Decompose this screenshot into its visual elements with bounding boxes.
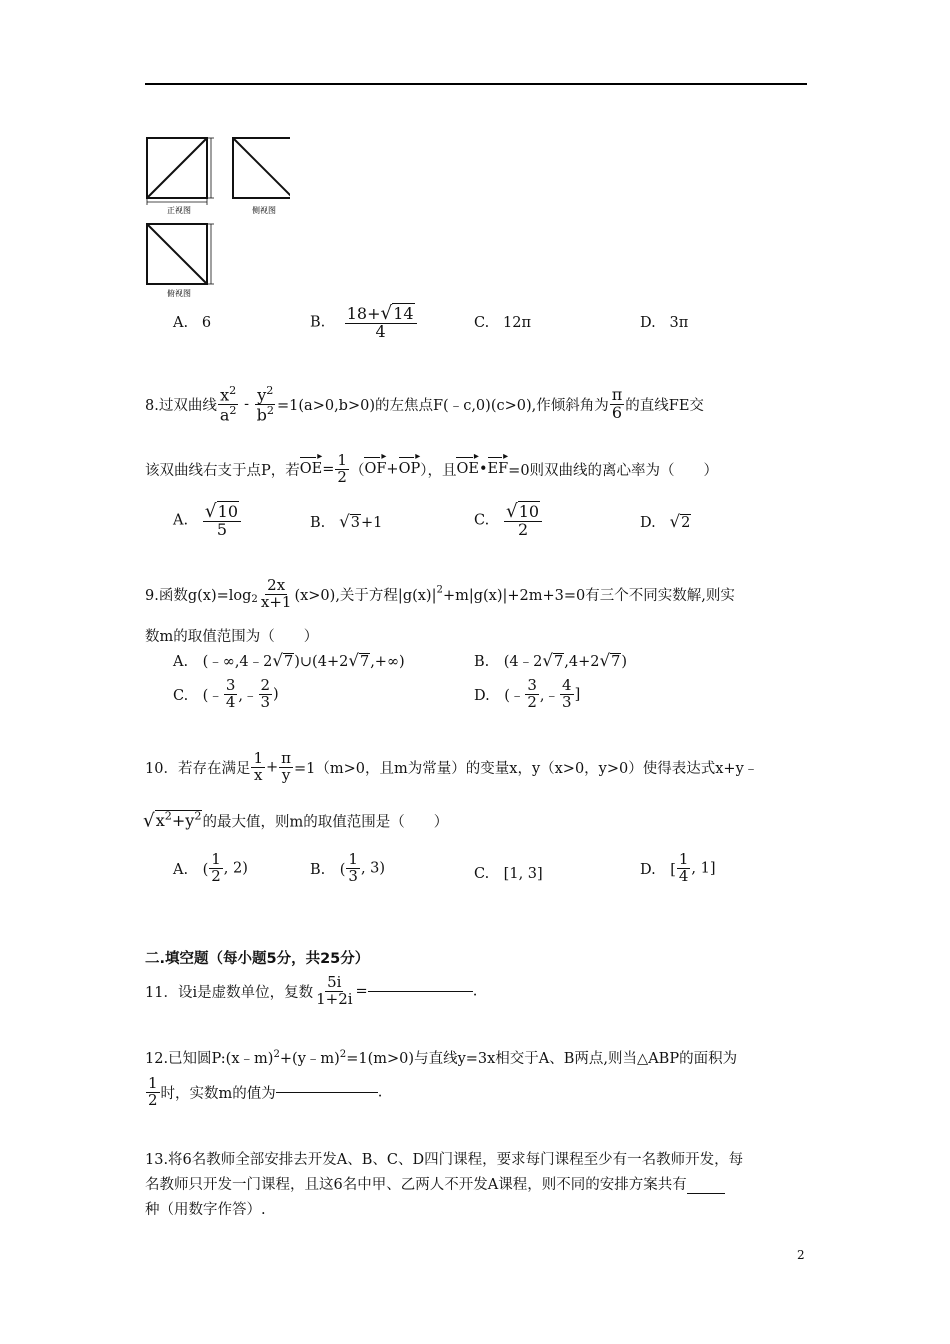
q10-option-a: A. ( $\frac{1}{2}$ , 2) — [173, 850, 248, 885]
q13-line3: 种（用数字作答）. — [145, 1202, 266, 1218]
vector-oe: ▸ OE — [299, 451, 323, 478]
q10-option-d: D. [ $\frac{1}{4}$ , 1] — [640, 850, 716, 885]
top-view-label: 俯视图 — [167, 289, 191, 298]
q10-line1: 10．若存在满足 $\frac{1}{x}$ + $\frac{\pi}{y}$ =1（m>0，且m为常量）的变量x，y（x>0，y>0）使得表达式x+y﹣ — [145, 749, 759, 784]
q11-answer-blank — [368, 991, 473, 992]
q7-option-a: A. 6 — [173, 315, 212, 331]
q10-option-b: B. ( $\frac{1}{3}$ , 3) — [310, 850, 386, 885]
three-view-figure — [140, 133, 290, 303]
q8-option-d: D. √2 — [640, 512, 691, 531]
q8-line1: 8.过双曲线 $\frac{x^2}{a^2}$ - $\frac{y^2}{b^2}$ =1(a>0,b>0)的左焦点F(﹣c,0)(c>0),作倾斜角为 $\frac{\pi}{6}$ 的直线FE交 — [145, 384, 704, 425]
page-number: 2 — [797, 1248, 805, 1262]
side-view-label: 侧视图 — [252, 206, 276, 215]
q8-option-b: B. √3+1 — [310, 512, 383, 531]
q13-answer-blank — [687, 1177, 725, 1194]
q13-line2: 名教师只开发一门课程，且这6名中甲、乙两人不开发A课程，则不同的安排方案共有 — [145, 1173, 725, 1194]
q12-answer-blank — [276, 1092, 378, 1093]
q7-option-b: B. $\frac{18+√14}{4}$ — [310, 304, 418, 341]
section-heading: 二.填空题（每小题5分，共25分） — [145, 951, 370, 967]
vector-oe-2: ▸ OE — [456, 451, 479, 478]
q10-line2: $√x^2+y^2$的最大值，则m的取值范围是（ ） — [143, 810, 449, 832]
q7-option-c: C. 12π — [474, 315, 531, 331]
q9-line1: 9.函数$g(x)=\log_2$ $\frac{2x}{x+1}$ (x>0),关于方程$|g(x)|^2+m|g(x)|+2m+3=0$有三个不同实数解,则实 — [145, 576, 735, 611]
q8-option-a: A. $\frac{√10}{5}$ — [173, 502, 242, 539]
q11: 11．设i是虚数单位，复数 $\frac{5i}{1+2i}$ = . — [145, 973, 478, 1008]
q8-line2: 该双曲线右支于点P，若 ▸ OE= $\frac{1}{2}$ （ ▸ OF+ ▸ OP），且 ▸ OE• ▸ EF=0则双曲线的离心率为（ ） — [145, 451, 719, 486]
q9-option-b: B. (4﹣2√7,4+2√7) — [474, 651, 627, 670]
front-view-label: 正视图 — [167, 206, 191, 215]
vector-ef: ▸ EF — [487, 451, 509, 478]
vector-of: ▸ OF — [364, 451, 387, 478]
q12-line1: 12.已知圆P:(x﹣m)$^2$+(y﹣m)$^2$=1(m>0)与直线y=3x相交于A、B两点,则当△ABP的面积为 — [145, 1049, 738, 1067]
q9-option-c: C. (﹣ $\frac{3}{4}$ ,﹣ $\frac{2}{3}$ ) — [173, 676, 279, 711]
q12-line2: $\frac{1}{2}$ 时，实数m的值为 . — [148, 1074, 383, 1109]
header-rule — [145, 83, 807, 85]
q9-option-d: D. (﹣ $\frac{3}{2}$ ,﹣ $\frac{4}{3}$ ] — [474, 676, 581, 711]
q7-option-d: D. 3π — [640, 315, 689, 331]
q13-line1: 13.将6名教师全部安排去开发A、B、C、D四门课程，要求每门课程至少有一名教师开发，每 — [145, 1152, 744, 1168]
vector-op: ▸ OP — [398, 451, 421, 478]
q8-option-c: C. $\frac{√10}{2}$ — [474, 502, 543, 539]
q10-option-c: C. [1, 3] — [474, 866, 543, 882]
q9-option-a: A. (﹣∞,4﹣2√7)∪(4+2√7,+∞) — [173, 651, 405, 670]
q9-line2: 数m的取值范围为（ ） — [145, 629, 319, 645]
